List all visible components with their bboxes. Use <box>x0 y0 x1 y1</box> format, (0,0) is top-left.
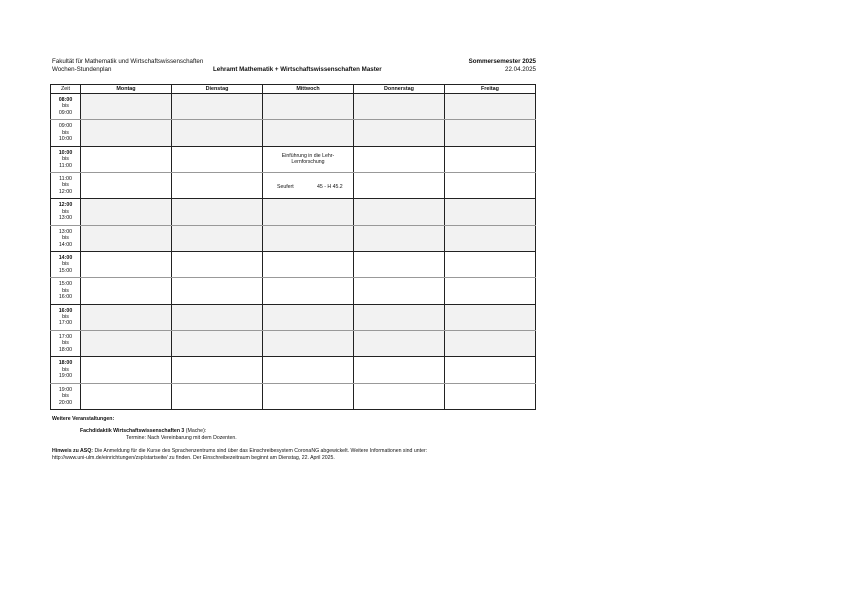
day-slot-cell[interactable] <box>81 199 172 225</box>
slot-bis: bis <box>62 287 69 294</box>
program-title: Lehramt Mathematik + Wirtschaftswissenschaften Master <box>213 66 382 73</box>
day-slot-cell[interactable] <box>81 94 172 120</box>
slot-start-time: 14:00 <box>58 255 73 262</box>
day-slot-cell[interactable] <box>445 94 536 120</box>
plan-type: Wochen-Stundenplan <box>52 66 112 73</box>
day-slot-cell[interactable] <box>172 120 263 146</box>
time-slot-cell <box>51 357 81 383</box>
day-slot-cell[interactable] <box>81 146 172 172</box>
day-slot-cell[interactable] <box>81 172 172 198</box>
day-slot-cell[interactable] <box>354 304 445 330</box>
day-slot-cell[interactable] <box>445 199 536 225</box>
slot-bis: bis <box>62 235 69 242</box>
timetable-row <box>51 172 536 198</box>
slot-bis: bis <box>62 129 69 136</box>
timetable-row <box>51 225 536 251</box>
timetable-row <box>51 304 536 330</box>
slot-start-time: 16:00 <box>58 307 73 314</box>
day-slot-cell[interactable] <box>445 251 536 277</box>
event-title-line: Einführung in die Lehr- <box>281 152 335 159</box>
slot-end-time: 19:00 <box>58 373 73 380</box>
slot-end-time: 12:00 <box>58 188 73 195</box>
slot-start-time: 15:00 <box>58 281 73 288</box>
slot-bis: bis <box>62 182 69 189</box>
timetable-row <box>51 199 536 225</box>
day-slot-cell[interactable] <box>263 357 354 383</box>
day-slot-cell[interactable] <box>172 94 263 120</box>
day-slot-cell[interactable] <box>81 304 172 330</box>
day-slot-cell[interactable] <box>81 357 172 383</box>
day-slot-cell[interactable] <box>172 199 263 225</box>
time-slot-cell <box>51 146 81 172</box>
day-slot-cell[interactable] <box>81 278 172 304</box>
faculty-name: Fakultät für Mathematik und Wirtschaftswissenschaften <box>52 58 204 65</box>
day-slot-cell[interactable] <box>263 199 354 225</box>
slot-start-time: 18:00 <box>58 360 73 367</box>
timetable-row <box>51 94 536 120</box>
day-slot-cell[interactable] <box>172 172 263 198</box>
day-slot-cell[interactable] <box>445 172 536 198</box>
timetable <box>50 84 536 410</box>
day-slot-cell[interactable] <box>263 120 354 146</box>
asq-heading: Hinweis zu ASQ: <box>52 448 94 454</box>
further-course-lecturer: (Mache): <box>185 428 207 434</box>
further-course-name: Fachdidaktik Wirtschaftswissenschaften 3 <box>80 428 185 434</box>
day-slot-cell[interactable] <box>172 146 263 172</box>
day-slot-cell[interactable] <box>354 120 445 146</box>
slot-bis: bis <box>62 393 69 400</box>
slot-start-time: 09:00 <box>58 123 73 130</box>
timetable-row <box>51 357 536 383</box>
day-slot-cell[interactable] <box>172 225 263 251</box>
timetable-body <box>51 94 536 410</box>
asq-text: Die Anmeldung für die Kurse des Sprachenzentrums sind über das Einschreibesystem CoronaNG abgewickelt. Weitere Informationen sind unter: <box>94 448 428 454</box>
time-slot-cell <box>51 120 81 146</box>
day-slot-cell[interactable] <box>172 304 263 330</box>
day-slot-cell[interactable] <box>172 330 263 356</box>
day-slot-cell[interactable] <box>263 330 354 356</box>
slot-bis: bis <box>62 261 69 268</box>
slot-bis: bis <box>62 340 69 347</box>
time-column-header: Zeit <box>51 85 81 94</box>
day-slot-cell[interactable] <box>81 225 172 251</box>
slot-start-time: 19:00 <box>58 386 73 393</box>
day-slot-cell[interactable] <box>354 225 445 251</box>
event-title <box>263 153 353 166</box>
timetable-row <box>51 330 536 356</box>
timetable-row <box>51 278 536 304</box>
day-slot-cell[interactable] <box>263 94 354 120</box>
timetable-row <box>51 120 536 146</box>
day-slot-cell[interactable] <box>263 172 354 198</box>
day-slot-cell[interactable] <box>354 251 445 277</box>
day-slot-cell[interactable] <box>354 172 445 198</box>
event-room: 45 - H 45.2 <box>317 183 343 190</box>
day-slot-cell[interactable] <box>263 383 354 409</box>
day-slot-cell[interactable] <box>263 225 354 251</box>
slot-end-time: 18:00 <box>58 346 73 353</box>
slot-bis: bis <box>62 314 69 321</box>
slot-start-time: 13:00 <box>58 228 73 235</box>
slot-start-time: 10:00 <box>58 149 73 156</box>
further-course-entry <box>80 428 206 435</box>
day-slot-cell[interactable] <box>445 278 536 304</box>
time-slot-cell <box>51 304 81 330</box>
day-slot-cell[interactable] <box>445 146 536 172</box>
day-slot-cell[interactable] <box>445 225 536 251</box>
slot-end-time: 13:00 <box>58 215 73 222</box>
further-course-terms: Termine: Nach Vereinbarung mit dem Dozenten. <box>126 435 237 441</box>
time-slot-cell <box>51 383 81 409</box>
slot-bis: bis <box>62 103 69 110</box>
slot-bis: bis <box>62 366 69 373</box>
day-slot-cell[interactable] <box>263 304 354 330</box>
day-slot-cell[interactable] <box>354 146 445 172</box>
day-slot-cell[interactable] <box>445 330 536 356</box>
slot-start-time: 08:00 <box>58 97 73 104</box>
day-header-thursday: Donnerstag <box>354 85 445 94</box>
day-slot-cell[interactable] <box>445 120 536 146</box>
asq-note <box>52 448 427 455</box>
timetable-row <box>51 251 536 277</box>
day-slot-cell[interactable] <box>354 94 445 120</box>
day-slot-cell[interactable] <box>354 357 445 383</box>
plan-date: 22.04.2025 <box>505 66 536 73</box>
time-slot-cell <box>51 251 81 277</box>
day-slot-cell[interactable] <box>81 383 172 409</box>
semester-label: Sommersemester 2025 <box>468 58 536 65</box>
further-courses-heading: Weitere Veranstaltungen: <box>52 416 115 422</box>
timetable-row <box>51 383 536 409</box>
day-header-tuesday: Dienstag <box>172 85 263 94</box>
day-header-friday: Freitag <box>445 85 536 94</box>
time-slot-cell <box>51 172 81 198</box>
slot-end-time: 11:00 <box>59 162 72 169</box>
slot-start-time: 17:00 <box>58 334 73 340</box>
day-header-wednesday: Mittwoch <box>263 85 354 94</box>
day-slot-cell[interactable] <box>354 278 445 304</box>
day-slot-cell[interactable] <box>354 383 445 409</box>
day-slot-cell[interactable] <box>445 304 536 330</box>
time-slot-cell <box>51 330 81 356</box>
day-slot-cell[interactable] <box>263 278 354 304</box>
slot-start-time: 12:00 <box>58 202 73 209</box>
day-slot-cell[interactable] <box>81 120 172 146</box>
day-slot-cell[interactable] <box>172 383 263 409</box>
slot-end-time: 17:00 <box>58 320 73 327</box>
slot-end-time: 16:00 <box>58 294 73 301</box>
time-slot-cell <box>51 225 81 251</box>
event-title-line: Lernforschung <box>291 159 325 166</box>
day-slot-cell[interactable] <box>445 357 536 383</box>
time-slot-cell <box>51 199 81 225</box>
slot-end-time: 14:00 <box>58 241 73 248</box>
day-slot-cell[interactable] <box>263 251 354 277</box>
slot-end-time: 20:00 <box>58 399 73 406</box>
time-slot-cell <box>51 278 81 304</box>
day-slot-cell[interactable] <box>445 383 536 409</box>
day-slot-cell[interactable] <box>81 251 172 277</box>
day-slot-cell[interactable] <box>81 330 172 356</box>
timetable-header-row <box>51 85 536 94</box>
slot-end-time: 10:00 <box>58 136 73 143</box>
timetable-row <box>51 146 536 172</box>
day-slot-cell[interactable] <box>263 146 354 172</box>
day-slot-cell[interactable] <box>172 357 263 383</box>
slot-bis: bis <box>62 208 69 215</box>
time-slot-cell <box>51 94 81 120</box>
asq-text-continued: http://www.uni-ulm.de/einrichtungen/zsp/startseite/ zu finden. Der Einschreibezeitraum beginnt am Dienstag, 22. April 2025. <box>52 455 335 461</box>
day-slot-cell[interactable] <box>172 278 263 304</box>
slot-start-time: 11:00 <box>59 176 72 183</box>
slot-bis: bis <box>62 156 69 163</box>
day-slot-cell[interactable] <box>172 251 263 277</box>
day-header-monday: Montag <box>81 85 172 94</box>
slot-end-time: 15:00 <box>58 267 73 274</box>
event-lecturer: Seufert <box>277 183 294 190</box>
day-slot-cell[interactable] <box>354 330 445 356</box>
day-slot-cell[interactable] <box>354 199 445 225</box>
slot-end-time: 09:00 <box>58 109 73 116</box>
